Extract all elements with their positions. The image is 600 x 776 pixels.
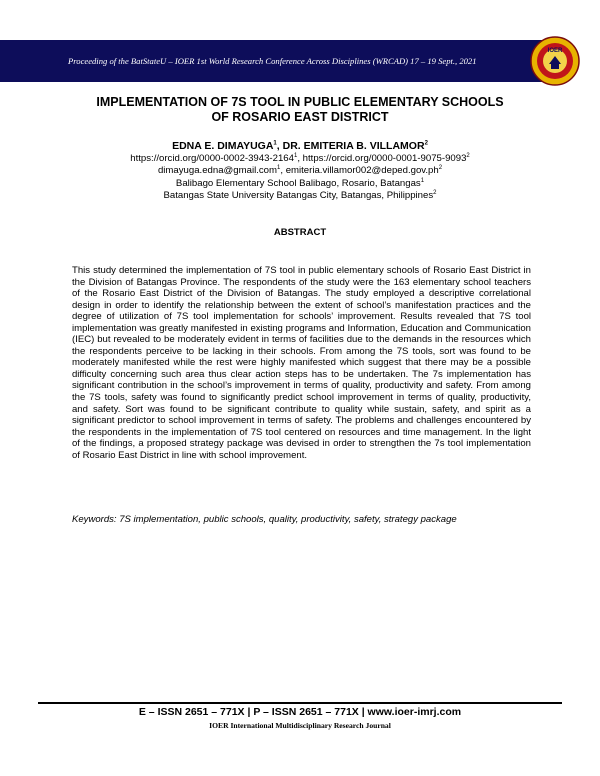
orcid-line <box>60 153 540 165</box>
title-line-1: IMPLEMENTATION OF 7S TOOL IN PUBLIC ELEMENTARY SCHOOLS <box>96 95 504 109</box>
author-names <box>60 140 540 153</box>
ioer-logo-icon <box>530 36 580 86</box>
author-block <box>60 140 540 203</box>
author-2: DR. EMITERIA B. VILLAMOR <box>282 140 425 152</box>
paper-title <box>60 95 540 125</box>
affiliation-2: Batangas State University Batangas City, Batangas, Philippines <box>163 190 434 202</box>
conference-banner <box>0 40 545 82</box>
footer-issn: E – ISSN 2651 – 771X | P – ISSN 2651 – 771X | www.ioer-imrj.com <box>138 706 462 718</box>
affiliation-2-line <box>60 190 540 202</box>
abstract-text: This study determined the implementation of 7S tool in public elementary schools of Rosario East District in the Division of Batangas Province. The respondents of the study were the 163 elementary school teachers of the Rosario East District of the Division of Batangas. The study employed a descriptive correlational design in order to identify the relationship between the extent of school’s manifestation practices and the degree of utilization of 7S tool implementation for schools’ improvement. Results revealed that 7S tool implementation was greatly manifested in existing programs and Information, Education and Communication (IEC) but revealed to be moderately evident in terms of facilities due to the demands in the resources which the respondents perceive to be lacking in their schools. From among the 7S tools, sort was found to be moderately manifested while the rest were highly manifested which suggest that there may be a possible difficulty concerning such area thus clear action steps has to be undertaken. The 7s implementation has significant contribution in the school’s improvement in terms of quality, productivity and safety. From among the 7S tools, safety was found to significantly predict school improvement in terms of quality, productivity, and safety. Sort was found to be significant contribute to quality while sustain, safety, and spirit as a significant predictor to school improvement in terms of safety. The problems and challenges encountered by the respondents in the implementation of 7S tool centered on resources and time management. In the light of the findings, a proposed strategy package was devised in order to strengthen the 7s tool implementation of Rosario East District in line with school improvement. <box>72 265 531 461</box>
orcid-link-1[interactable]: https://orcid.org/0000-0002-3943-2164 <box>130 153 294 164</box>
orcid-1-sup: 1 <box>293 152 298 159</box>
footer-journal-name: IOER International Multidisciplinary Research Journal <box>209 721 391 730</box>
conference-line: Proceeding of the BatStateU – IOER 1st World Research Conference Across Disciplines (WRCAD) 17 – 19 Sept., 2021 <box>68 56 477 66</box>
affiliation-1: Balibago Elementary School Balibago, Rosario, Batangas <box>175 177 421 189</box>
footer-divider <box>38 702 562 704</box>
email-1-sup: 1 <box>277 165 281 172</box>
author-1-sup: 1 <box>273 140 277 147</box>
title-line-2: OF ROSARIO EAST DISTRICT <box>211 110 389 124</box>
orcid-2-sup: 2 <box>466 152 470 159</box>
email-2-sup: 2 <box>438 165 443 172</box>
author-separator: , <box>276 140 283 152</box>
email-separator: , <box>280 165 286 177</box>
keywords-line: Keywords: 7S implementation, public schools, quality, productivity, safety, strategy package <box>72 514 457 525</box>
email-line <box>60 165 540 177</box>
email-2[interactable]: emiteria.villamor002@deped.gov.ph <box>285 165 439 177</box>
affiliation-2-sup: 2 <box>433 190 437 197</box>
email-1[interactable]: dimayuga.edna@gmail.com <box>157 165 277 177</box>
orcid-separator: , <box>297 153 303 164</box>
author-2-sup: 2 <box>424 140 428 147</box>
affiliation-1-sup: 1 <box>420 177 425 184</box>
author-1: EDNA E. DIMAYUGA <box>172 140 274 152</box>
logo-text: IOER <box>547 48 563 54</box>
orcid-link-2[interactable]: https://orcid.org/0000-0001-9075-9093 <box>302 153 467 164</box>
affiliation-1-line <box>60 178 540 190</box>
abstract-heading: ABSTRACT <box>273 227 327 238</box>
